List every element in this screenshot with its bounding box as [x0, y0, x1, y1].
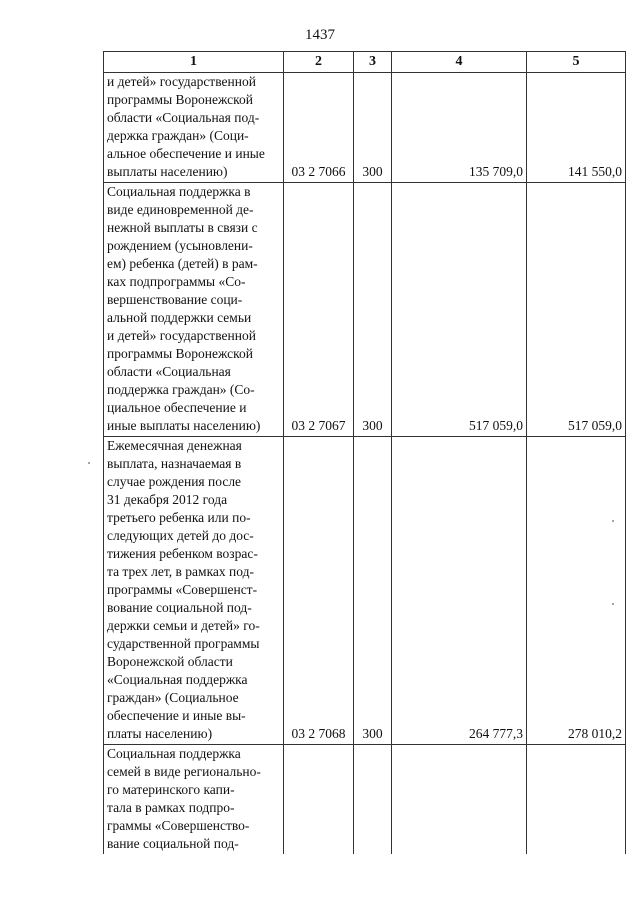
amount-col-5: 517 059,0 — [527, 183, 626, 437]
description-line: альное обеспечение и иные — [107, 146, 265, 161]
amount-col-4: 135 709,0 — [392, 73, 527, 183]
description-line: поддержка граждан» (Со- — [107, 382, 255, 397]
description-line: Ежемесячная денежная — [107, 438, 242, 453]
expense-type: 300 — [354, 437, 392, 745]
table-header-row — [104, 52, 626, 73]
scan-speck — [88, 462, 90, 464]
row-description — [104, 437, 284, 745]
description-line: и детей» государственной — [107, 74, 256, 89]
description-line: Социальная поддержка — [107, 746, 241, 761]
description-line: вание социальной под- — [107, 836, 239, 851]
amount-col-5: 278 010,2 — [527, 437, 626, 745]
amount-col-5 — [527, 745, 626, 855]
description-line: области «Социальная — [107, 364, 231, 379]
expense-type: 300 — [354, 183, 392, 437]
amount-col-4 — [392, 745, 527, 855]
description-line: циальное обеспечение и — [107, 400, 247, 415]
description-line: го материнского капи- — [107, 782, 235, 797]
description-line: «Социальная поддержка — [107, 672, 248, 687]
description-line: программы «Совершенст- — [107, 582, 258, 597]
table-row — [104, 73, 626, 183]
page-number: 1437 — [305, 27, 335, 43]
header-col-4: 4 — [392, 52, 527, 73]
description-line: выплаты населению) — [107, 164, 228, 179]
description-line: держки семьи и детей» го- — [107, 618, 260, 633]
description-line: платы населению) — [107, 726, 213, 741]
description-line: третьего ребенка или по- — [107, 510, 251, 525]
description-line: та трех лет, в рамках под- — [107, 564, 255, 579]
header-col-5: 5 — [527, 52, 626, 73]
description-line: рождением (усыновлени- — [107, 238, 253, 253]
amount-col-4: 517 059,0 — [392, 183, 527, 437]
description-line: сударственной программы — [107, 636, 260, 651]
description-line: выплата, назначаемая в — [107, 456, 242, 471]
description-line: вершенствование соци- — [107, 292, 243, 307]
description-line: случае рождения после — [107, 474, 242, 489]
scan-speck — [612, 603, 614, 605]
row-description — [104, 745, 284, 855]
description-line: программы Воронежской — [107, 92, 253, 107]
scan-speck — [612, 520, 614, 522]
description-line: Воронежской области — [107, 654, 233, 669]
target-code: 03 2 7066 — [284, 73, 354, 183]
table-row — [104, 437, 626, 745]
amount-col-5: 141 550,0 — [527, 73, 626, 183]
description-line: обеспечение и иные вы- — [107, 708, 246, 723]
description-line: ках подпрограммы «Со- — [107, 274, 246, 289]
description-line: держка граждан» (Соци- — [107, 128, 249, 143]
description-line: нежной выплаты в связи с — [107, 220, 258, 235]
description-line: 31 декабря 2012 года — [107, 492, 228, 507]
description-line: следующих детей до дос- — [107, 528, 254, 543]
expense-type: 300 — [354, 73, 392, 183]
description-line: граждан» (Социальное — [107, 690, 239, 705]
description-line: области «Социальная под- — [107, 110, 260, 125]
target-code: 03 2 7067 — [284, 183, 354, 437]
description-line: программы Воронежской — [107, 346, 253, 361]
description-line: иные выплаты населению) — [107, 418, 261, 433]
description-line: семей в виде регионально- — [107, 764, 261, 779]
target-code — [284, 745, 354, 855]
description-line: и детей» государственной — [107, 328, 256, 343]
table-row — [104, 745, 626, 855]
description-line: виде единовременной де- — [107, 202, 254, 217]
description-line: граммы «Совершенство- — [107, 818, 250, 833]
description-line: вование социальной под- — [107, 600, 252, 615]
header-col-3: 3 — [354, 52, 392, 73]
amount-col-4: 264 777,3 — [392, 437, 527, 745]
expense-type — [354, 745, 392, 855]
target-code: 03 2 7068 — [284, 437, 354, 745]
description-line: Социальная поддержка в — [107, 184, 251, 199]
row-description — [104, 73, 284, 183]
description-line: тижения ребенком возрас- — [107, 546, 258, 561]
budget-table — [103, 51, 626, 854]
description-line: альной поддержки семьи — [107, 310, 252, 325]
header-col-1: 1 — [104, 52, 284, 73]
description-line: ем) ребенка (детей) в рам- — [107, 256, 258, 271]
table-row — [104, 183, 626, 437]
row-description — [104, 183, 284, 437]
description-line: тала в рамках подпро- — [107, 800, 235, 815]
header-col-2: 2 — [284, 52, 354, 73]
